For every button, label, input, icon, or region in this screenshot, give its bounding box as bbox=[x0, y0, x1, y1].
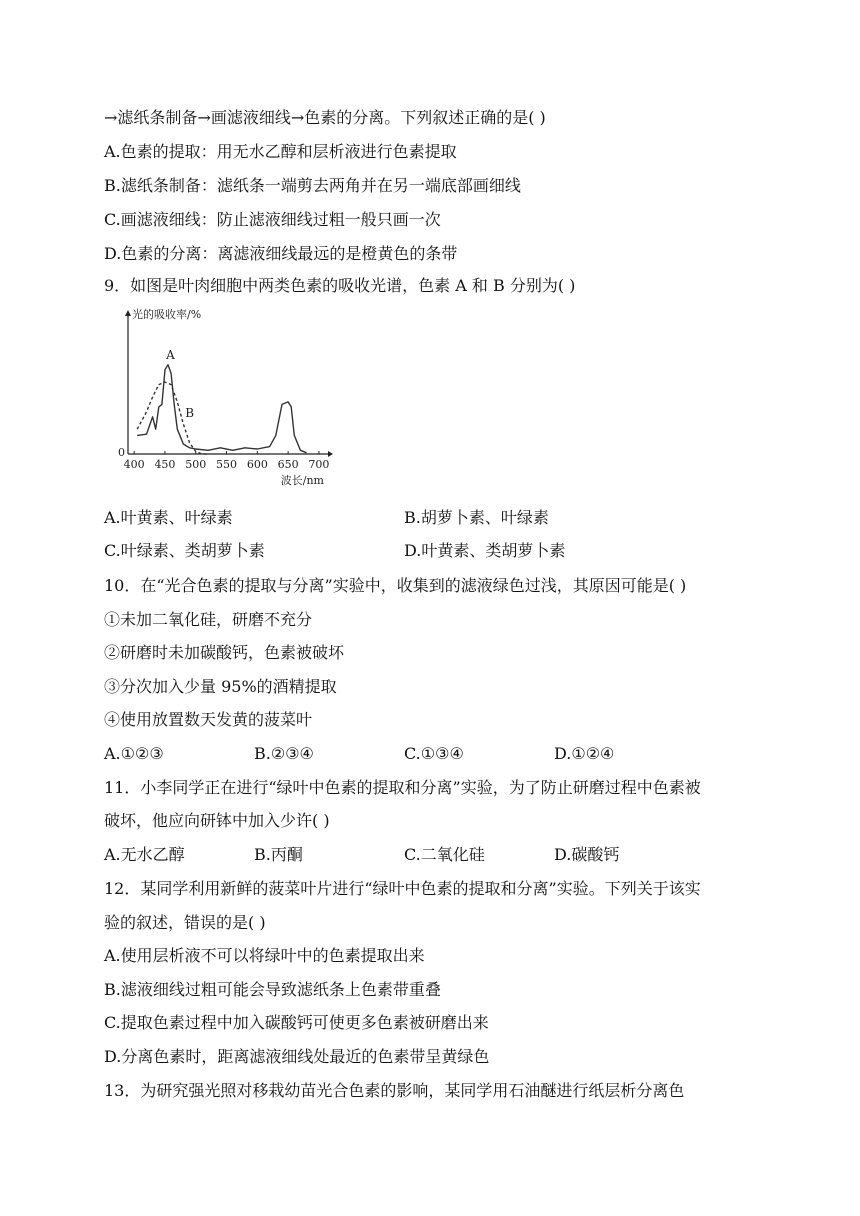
q9-option-d: D.叶黄素、类胡萝卜素 bbox=[404, 541, 566, 560]
q9-option-c: C.叶绿素、类胡萝卜素 bbox=[104, 541, 265, 560]
q11-option-a: A.无水乙醇 bbox=[104, 845, 185, 864]
x-tick-label: 600 bbox=[246, 458, 268, 471]
x-tick-label: 500 bbox=[185, 458, 207, 471]
x-tick-label: 550 bbox=[216, 458, 238, 471]
q13-stem-line1: 13．为研究强光照对移栽幼苗光合色素的影响，某同学用石油醚进行纸层析分离色 bbox=[104, 1081, 685, 1100]
absorption-spectrum-figure bbox=[104, 302, 354, 492]
q12-option-b: B.滤液细线过粗可能会导致滤纸条上色素带重叠 bbox=[104, 980, 441, 999]
q10-option-c: C.①③④ bbox=[404, 744, 464, 763]
q12-option-d: D.分离色素时，距离滤液细线处最近的色素带呈黄绿色 bbox=[104, 1047, 490, 1066]
q9-option-a: A.叶黄素、叶绿素 bbox=[104, 508, 233, 527]
q9-stem: 9．如图是叶肉细胞中两类色素的吸收光谱，色素 A 和 B 分别为( ) bbox=[104, 276, 576, 295]
q10-item-4: ④使用放置数天发黄的菠菜叶 bbox=[104, 710, 313, 729]
q8-option-b: B.滤纸条制备：滤纸条一端剪去两角并在另一端底部画细线 bbox=[104, 176, 521, 195]
series-b-label: B bbox=[185, 405, 195, 420]
series-line-a bbox=[137, 365, 306, 453]
q11-stem-line1: 11．小李同学正在进行“绿叶中色素的提取和分离”实验，为了防止研磨过程中色素被 bbox=[104, 778, 701, 797]
q10-stem: 10．在“光合色素的提取与分离”实验中，收集到的滤液绿色过浅，其原因可能是( ) bbox=[104, 576, 687, 595]
q9-option-b: B.胡萝卜素、叶绿素 bbox=[404, 508, 549, 527]
q8-option-a: A.色素的提取：用无水乙醇和层析液进行色素提取 bbox=[104, 142, 457, 161]
series-a-label: A bbox=[166, 348, 175, 362]
y-axis-label: 光的吸收率/% bbox=[132, 308, 202, 321]
q11-stem-line2: 破坏，他应向研钵中加入少许( ) bbox=[104, 811, 330, 830]
x-tick-label: 650 bbox=[277, 458, 299, 471]
x-tick-label: 450 bbox=[154, 458, 176, 471]
q8-stem-tail: →滤纸条制备→画滤液细线→色素的分离。下列叙述正确的是( ) bbox=[104, 108, 546, 127]
q12-option-a: A.使用层析液不可以将绿叶中的色素提取出来 bbox=[104, 946, 425, 965]
q10-item-1: ①未加二氧化硅，研磨不充分 bbox=[104, 610, 313, 629]
q10-option-a: A.①②③ bbox=[104, 744, 164, 763]
x-axis-label: 波长/nm bbox=[280, 474, 324, 487]
q10-item-3: ③分次加入少量 95%的酒精提取 bbox=[104, 677, 337, 696]
q8-option-d: D.色素的分离：离滤液细线最远的是橙黄色的条带 bbox=[104, 244, 458, 263]
q12-stem-line2: 验的叙述，错误的是( ) bbox=[104, 913, 266, 932]
q11-option-d: D.碳酸钙 bbox=[554, 845, 620, 864]
q10-item-2: ②研磨时未加碳酸钙，色素被破坏 bbox=[104, 643, 345, 662]
origin-label: 0 bbox=[118, 446, 125, 459]
x-axis-arrow bbox=[328, 451, 333, 457]
x-tick-label: 700 bbox=[308, 458, 330, 471]
q10-option-d: D.①②④ bbox=[554, 744, 615, 763]
q8-option-c: C.画滤液细线：防止滤液细线过粗一般只画一次 bbox=[104, 210, 441, 229]
q11-option-b: B.丙酮 bbox=[254, 845, 303, 864]
q12-option-c: C.提取色素过程中加入碳酸钙可使更多色素被研磨出来 bbox=[104, 1013, 489, 1032]
x-tick-label: 400 bbox=[123, 458, 145, 471]
q10-option-b: B.②③④ bbox=[254, 744, 314, 763]
absorption-spectrum-chart bbox=[104, 302, 354, 492]
y-axis-arrow bbox=[125, 310, 131, 316]
q12-stem-line1: 12．某同学利用新鲜的菠菜叶片进行“绿叶中色素的提取和分离”实验。下列关于该实 bbox=[104, 879, 701, 898]
q11-option-c: C.二氧化硅 bbox=[404, 845, 485, 864]
